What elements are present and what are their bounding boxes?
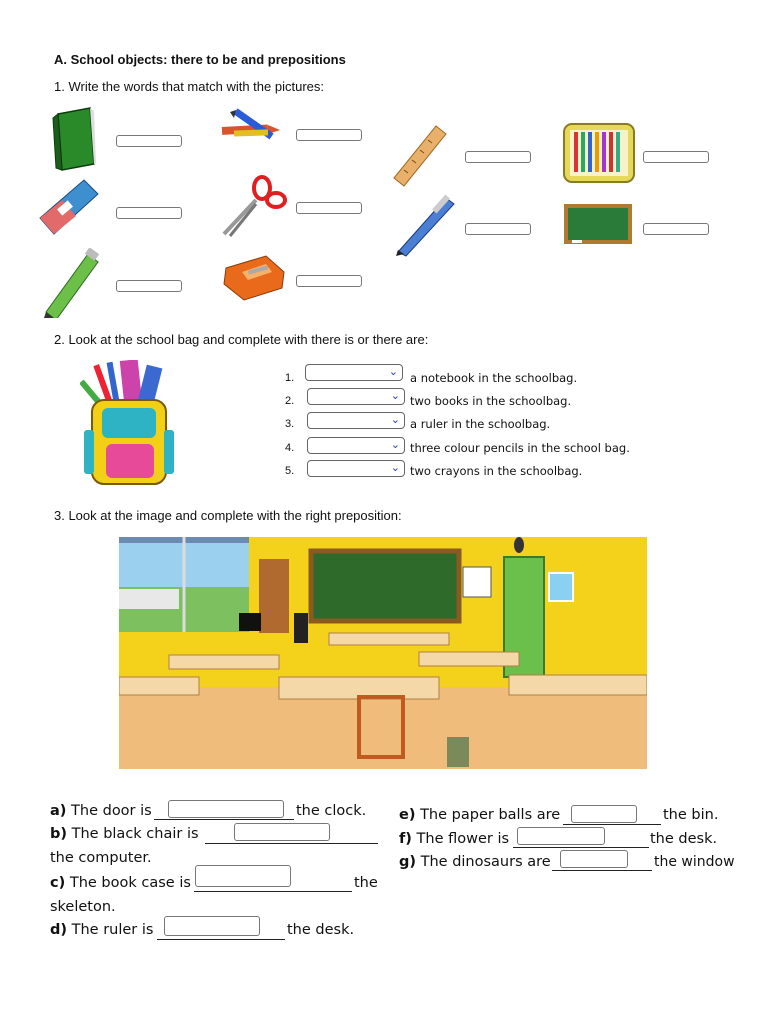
dropdown-select[interactable]	[307, 460, 405, 477]
exercise-text: the clock.	[296, 803, 367, 819]
answer-box-scissors[interactable]	[296, 202, 362, 214]
exercise-text: skeleton.	[50, 899, 116, 915]
question-3-prompt: 3. Look at the image and complete with the right preposition:	[54, 508, 402, 523]
item-text: three colour pencils in the school bag.	[410, 441, 630, 455]
pencil-picture	[44, 248, 102, 318]
sharpener-picture	[222, 252, 288, 302]
exercise-e	[399, 807, 560, 823]
answer-box-blackboard[interactable]	[643, 223, 709, 235]
question-1-prompt: 1. Write the words that match with the pictures:	[54, 79, 324, 94]
chevron-down-icon: ⌄	[390, 438, 400, 451]
chevron-down-icon: ⌄	[388, 365, 398, 378]
exercise-text: the desk.	[287, 922, 355, 938]
exercise-text: the	[354, 875, 378, 891]
answer-line	[513, 847, 649, 848]
exercise-text: the window	[654, 854, 735, 870]
question-2-prompt: 2. Look at the school bag and complete with there is or there are:	[54, 332, 429, 347]
exercise-label: b)	[50, 826, 68, 842]
exercise-label: e)	[399, 807, 416, 823]
answer-box-e[interactable]	[571, 805, 637, 823]
page-title: A. School objects: there to be and prepositions	[54, 52, 346, 67]
exercise-text: The paper balls are	[420, 807, 561, 823]
dropdown-select[interactable]	[307, 437, 405, 454]
exercise-d	[50, 922, 153, 938]
answer-box-a[interactable]	[168, 800, 284, 818]
chevron-down-icon: ⌄	[390, 461, 400, 474]
exercise-text: The ruler is	[71, 922, 154, 938]
schoolbag-picture	[80, 360, 178, 490]
chevron-down-icon: ⌄	[390, 389, 400, 402]
exercise-text: The black chair is	[71, 826, 199, 842]
answer-box-d[interactable]	[164, 916, 260, 936]
exercise-text: The dinosaurs are	[420, 854, 551, 870]
item-number: 2.	[285, 395, 295, 407]
dropdown-select[interactable]	[305, 364, 403, 381]
exercise-text: the computer.	[50, 850, 152, 866]
answer-line	[194, 891, 352, 892]
exercise-label: f)	[399, 831, 412, 847]
item-text: two crayons in the schoolbag.	[410, 464, 583, 478]
answer-box-c[interactable]	[195, 865, 291, 887]
exercise-text: the desk.	[650, 831, 718, 847]
exercise-label: g)	[399, 854, 417, 870]
blackboard-picture	[562, 202, 634, 248]
answer-box-pen[interactable]	[465, 223, 531, 235]
answer-box-f[interactable]	[517, 827, 605, 845]
dropdown-select[interactable]	[307, 388, 405, 405]
exercise-text: The book case is	[69, 875, 191, 891]
item-text: two books in the schoolbag.	[410, 394, 572, 408]
exercise-label: d)	[50, 922, 68, 938]
exercise-b	[50, 826, 199, 842]
exercise-label: a)	[50, 803, 67, 819]
item-text: a ruler in the schoolbag.	[410, 417, 551, 431]
item-number: 3.	[285, 418, 295, 430]
item-number: 1.	[285, 372, 295, 384]
answer-box-pencil-case[interactable]	[643, 151, 709, 163]
exercise-c	[50, 875, 191, 891]
scissors-picture	[220, 174, 288, 238]
answer-box-crayons[interactable]	[296, 129, 362, 141]
dropdown-select[interactable]	[307, 412, 405, 429]
pen-picture	[394, 192, 460, 258]
answer-line	[205, 843, 378, 844]
answer-box-g[interactable]	[560, 850, 628, 868]
item-text: a notebook in the schoolbag.	[410, 371, 578, 385]
exercise-text: The door is	[71, 803, 152, 819]
answer-line	[157, 939, 285, 940]
answer-box-pencil[interactable]	[116, 280, 182, 292]
answer-line	[552, 870, 652, 871]
answer-line	[154, 819, 294, 820]
eraser-picture	[38, 178, 100, 242]
answer-box-b[interactable]	[234, 823, 330, 841]
exercise-text: the bin.	[663, 807, 719, 823]
crayons-picture	[220, 108, 286, 150]
exercise-f	[399, 831, 509, 847]
answer-box-eraser[interactable]	[116, 207, 182, 219]
exercise-label: c)	[50, 875, 66, 891]
exercise-text: The flower is	[416, 831, 510, 847]
exercise-a	[50, 803, 152, 819]
answer-box-ruler[interactable]	[465, 151, 531, 163]
pencil-case-picture	[562, 122, 636, 184]
answer-line	[563, 824, 661, 825]
answer-box-sharpener[interactable]	[296, 275, 362, 287]
book-picture	[50, 106, 98, 172]
item-number: 5.	[285, 465, 295, 477]
classroom-picture	[119, 537, 647, 769]
ruler-picture	[392, 124, 450, 188]
answer-box-book[interactable]	[116, 135, 182, 147]
exercise-g	[399, 854, 551, 870]
item-number: 4.	[285, 442, 295, 454]
chevron-down-icon: ⌄	[390, 413, 400, 426]
